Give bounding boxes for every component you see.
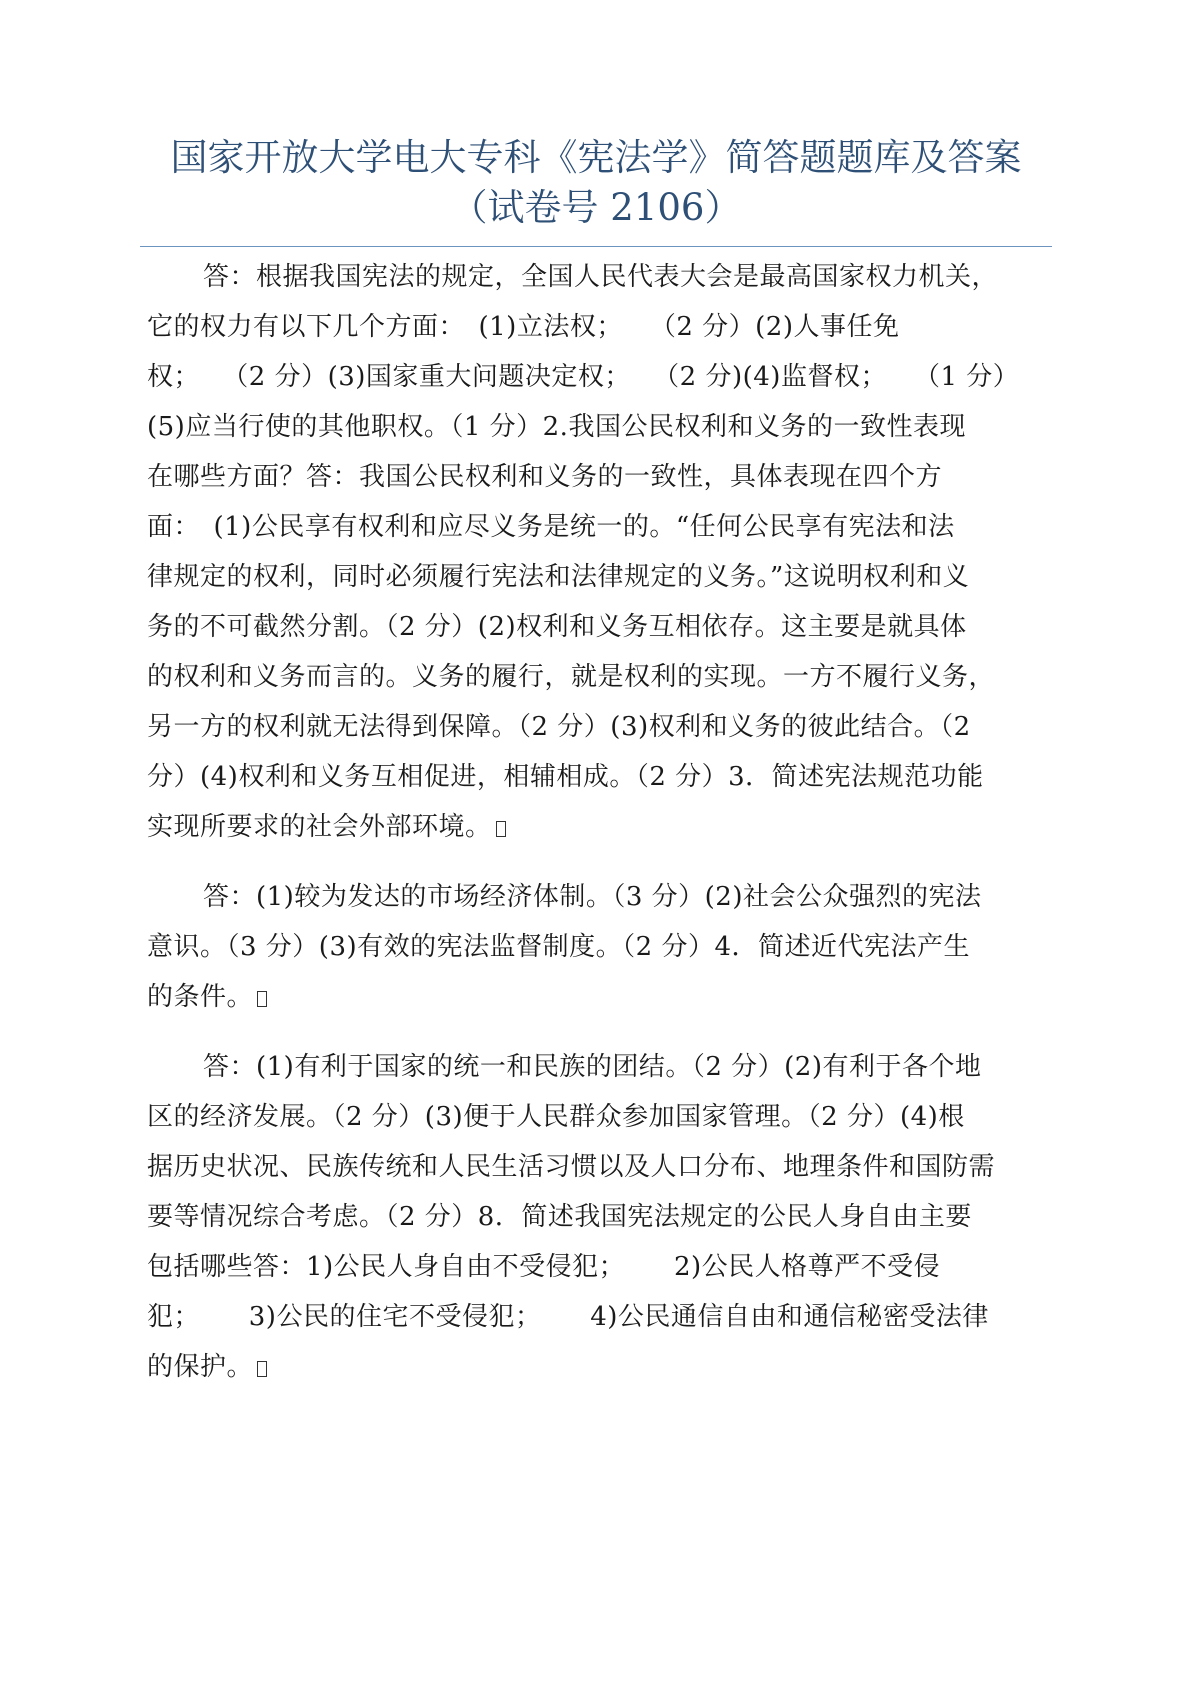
paragraph-1-line: 务的不可截然分割。（2 分）(2)权利和义务互相依存。这主要是就具体 bbox=[147, 612, 967, 642]
paragraph-1-line: 分）(4)权利和义务互相促进，相辅相成。（2 分）3．简述宪法规范功能 bbox=[147, 762, 984, 792]
paragraph-2-line: 意识。（3 分）(3)有效的宪法监督制度。（2 分）4．简述近代宪法产生 bbox=[147, 932, 970, 962]
document-title-line-1: 国家开放大学电大专科《宪法学》简答题题库及答案 bbox=[170, 136, 1022, 179]
paragraph-1-line: 的权利和义务而言的。义务的履行，就是权利的实现。一方不履行义务， bbox=[147, 662, 996, 692]
document-title-line-2: （试卷号 2106） bbox=[450, 186, 742, 229]
paragraph-3-line: 据历史状况、民族传统和人民生活习惯以及人口分布、地理条件和国防需 bbox=[147, 1152, 996, 1182]
title-divider bbox=[140, 246, 1052, 247]
paragraph-2-last-line bbox=[147, 977, 267, 1017]
paragraph-3-last-line-text: 的保护。 bbox=[147, 1352, 254, 1382]
paragraph-3-last-line bbox=[147, 1347, 267, 1387]
paragraph-1-line: 权； （2 分）(3)国家重大问题决定权； （2 分)(4)监督权； （1 分） bbox=[147, 362, 1020, 392]
paragraph-1-line: 律规定的权利，同时必须履行宪法和法律规定的义务。”这说明权利和义 bbox=[147, 562, 970, 592]
paragraph-1-line: 答：根据我国宪法的规定，全国人民代表大会是最高国家权力机关， bbox=[203, 262, 999, 292]
paragraph-1-last-line bbox=[147, 807, 506, 847]
paragraph-mark-icon bbox=[257, 991, 267, 1007]
paragraph-3-line: 要等情况综合考虑。（2 分）8．简述我国宪法规定的公民人身自由主要 bbox=[147, 1202, 972, 1232]
paragraph-1-last-line-text: 实现所要求的社会外部环境。 bbox=[147, 812, 492, 842]
paragraph-1-line: 面： (1)公民享有权利和应尽义务是统一的。“任何公民享有宪法和法 bbox=[147, 512, 955, 542]
paragraph-2-last-line-text: 的条件。 bbox=[147, 982, 254, 1012]
paragraph-1-line: 在哪些方面？答：我国公民权利和义务的一致性，具体表现在四个方 bbox=[147, 462, 943, 492]
paragraph-3-line: 包括哪些答：1)公民人身自由不受侵犯； 2)公民人格尊严不受侵 bbox=[147, 1252, 941, 1282]
paragraph-2-line: 答：(1)较为发达的市场经济体制。（3 分）(2)社会公众强烈的宪法 bbox=[203, 882, 982, 912]
paragraph-1-line: 它的权力有以下几个方面： (1)立法权； （2 分）(2)人事任免 bbox=[147, 312, 900, 342]
paragraph-mark-icon bbox=[257, 1361, 267, 1377]
paragraph-3-line: 答：(1)有利于国家的统一和民族的团结。（2 分）(2)有利于各个地 bbox=[203, 1052, 982, 1082]
paragraph-1-line: (5)应当行使的其他职权。（1 分）2.我国公民权利和义务的一致性表现 bbox=[147, 412, 966, 442]
paragraph-mark-icon bbox=[496, 821, 506, 837]
paragraph-3-line: 犯； 3)公民的住宅不受侵犯； 4)公民通信自由和通信秘密受法律 bbox=[147, 1302, 989, 1332]
paragraph-1-line: 另一方的权利就无法得到保障。（2 分）(3)权利和义务的彼此结合。（2 bbox=[147, 712, 971, 742]
paragraph-3-line: 区的经济发展。（2 分）(3)便于人民群众参加国家管理。（2 分）(4)根 bbox=[147, 1102, 965, 1132]
